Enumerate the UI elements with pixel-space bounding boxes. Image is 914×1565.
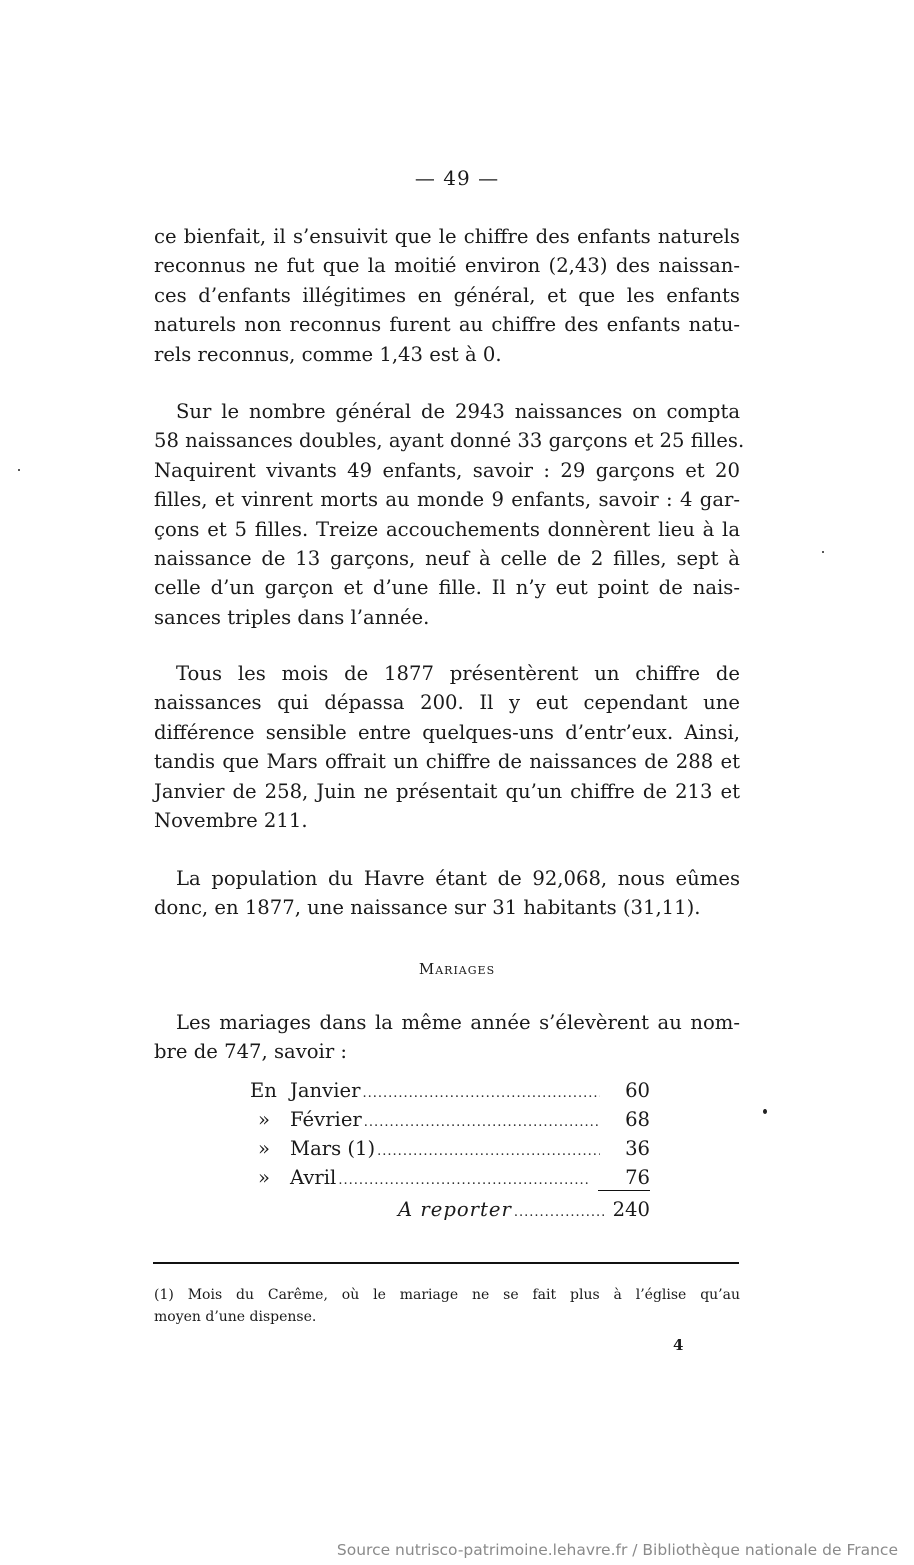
text-line: naissances qui dépassa 200. Il y eut cependant une	[154, 691, 740, 715]
text-line: Tous les mois de 1877 présentèrent un chiffre de	[176, 662, 740, 685]
dot-leader	[338, 1173, 588, 1188]
signature-mark: 4	[673, 1336, 684, 1354]
ledger-row	[250, 1108, 650, 1137]
page-number: — 49 —	[414, 166, 500, 190]
paragraph-4	[154, 864, 740, 923]
text-line: tandis que Mars offrait un chiffre de naissances de 288 et	[154, 750, 740, 774]
text-line: naturels non reconnus furent au chiffre des enfants natu-	[154, 313, 740, 337]
ditto-mark: »	[258, 1108, 270, 1131]
paragraph-1	[154, 222, 740, 369]
ledger-value: 36	[625, 1137, 650, 1160]
text-line: sances triples dans l’année.	[154, 605, 430, 629]
text-line: 58 naissances doubles, ayant donné 33 garçons et 25 filles.	[154, 429, 745, 453]
text-line: celle d’un garçon et d’une fille. Il n’y eut point de nais-	[154, 576, 740, 600]
text-line: rels reconnus, comme 1,43 est à 0.	[154, 342, 502, 366]
ledger-month: Mars (1)	[290, 1137, 376, 1160]
dot-leader	[377, 1144, 600, 1159]
paragraph-3	[154, 659, 740, 835]
text-line: Sur le nombre général de 2943 naissances on compta	[176, 400, 740, 423]
text-line: reconnus ne fut que la moitié environ (2,43) des naissan-	[154, 254, 740, 278]
ledger-value: 68	[625, 1108, 650, 1131]
text-line: bre de 747, savoir :	[154, 1040, 348, 1064]
dot-leader	[514, 1205, 604, 1220]
text-line: Naquirent vivants 49 enfants, savoir : 29 garçons et 20	[154, 458, 740, 482]
text-line: ce bienfait, il s’ensuivit que le chiffre des enfants naturels	[154, 225, 740, 248]
text-line: naissance de 13 garçons, neuf à celle de 2 filles, sept à	[154, 546, 740, 570]
footnote-rule	[153, 1262, 739, 1264]
ledger-month: Février	[290, 1108, 362, 1131]
text-line: ces d’enfants illégitimes en général, et que les enfants	[154, 283, 740, 307]
ledger-value: 60	[625, 1079, 650, 1102]
ledger-total-label: A reporter	[398, 1198, 512, 1221]
ledger-row	[250, 1137, 650, 1166]
marriages-ledger	[250, 1079, 650, 1227]
dot-leader	[364, 1115, 600, 1130]
ditto-mark: »	[258, 1166, 270, 1189]
text-line: Novembre 211.	[154, 808, 308, 832]
ditto-mark: »	[258, 1137, 270, 1160]
source-credit: Source nutrisco-patrimoine.lehavre.fr / Bibliothèque nationale de France	[336, 1541, 898, 1559]
ledger-month: Janvier	[290, 1079, 361, 1102]
footnote-line: moyen d’une dispense.	[154, 1309, 317, 1325]
paragraph-2	[154, 397, 745, 632]
text-line: Les mariages dans la même année s’élevèrent au nom-	[176, 1011, 740, 1034]
footnote-line: (1) Mois du Carême, où le mariage ne se fait plus à l’église qu’au	[154, 1287, 740, 1303]
section-heading: Mariages	[418, 960, 496, 978]
section-intro	[154, 1008, 740, 1067]
text-line: La population du Havre étant de 92,068, nous eûmes	[176, 867, 740, 890]
footnote	[154, 1284, 740, 1328]
text-line: filles, et vinrent morts au monde 9 enfants, savoir : 4 gar-	[154, 488, 740, 512]
ledger-total-row	[250, 1198, 650, 1227]
text-line: donc, en 1877, une naissance sur 31 habitants (31,11).	[154, 896, 701, 920]
ledger-month: Avril	[290, 1166, 337, 1189]
text-line: Janvier de 258, Juin ne présentait qu’un chiffre de 213 et	[154, 779, 740, 803]
dot-leader	[362, 1086, 600, 1101]
ledger-value: 76	[598, 1166, 650, 1191]
text-line: çons et 5 filles. Treize accouchements donnèrent lieu à la	[154, 517, 740, 541]
ledger-prefix: En	[250, 1079, 277, 1102]
scan-speck	[18, 469, 20, 471]
scan-speck	[763, 1109, 767, 1114]
text-line: différence sensible entre quelques-uns d’entr’eux. Ainsi,	[154, 720, 740, 744]
scan-speck	[822, 551, 824, 553]
ledger-total-value: 240	[612, 1198, 650, 1221]
ledger-row	[250, 1079, 650, 1108]
ledger-row	[250, 1166, 650, 1195]
